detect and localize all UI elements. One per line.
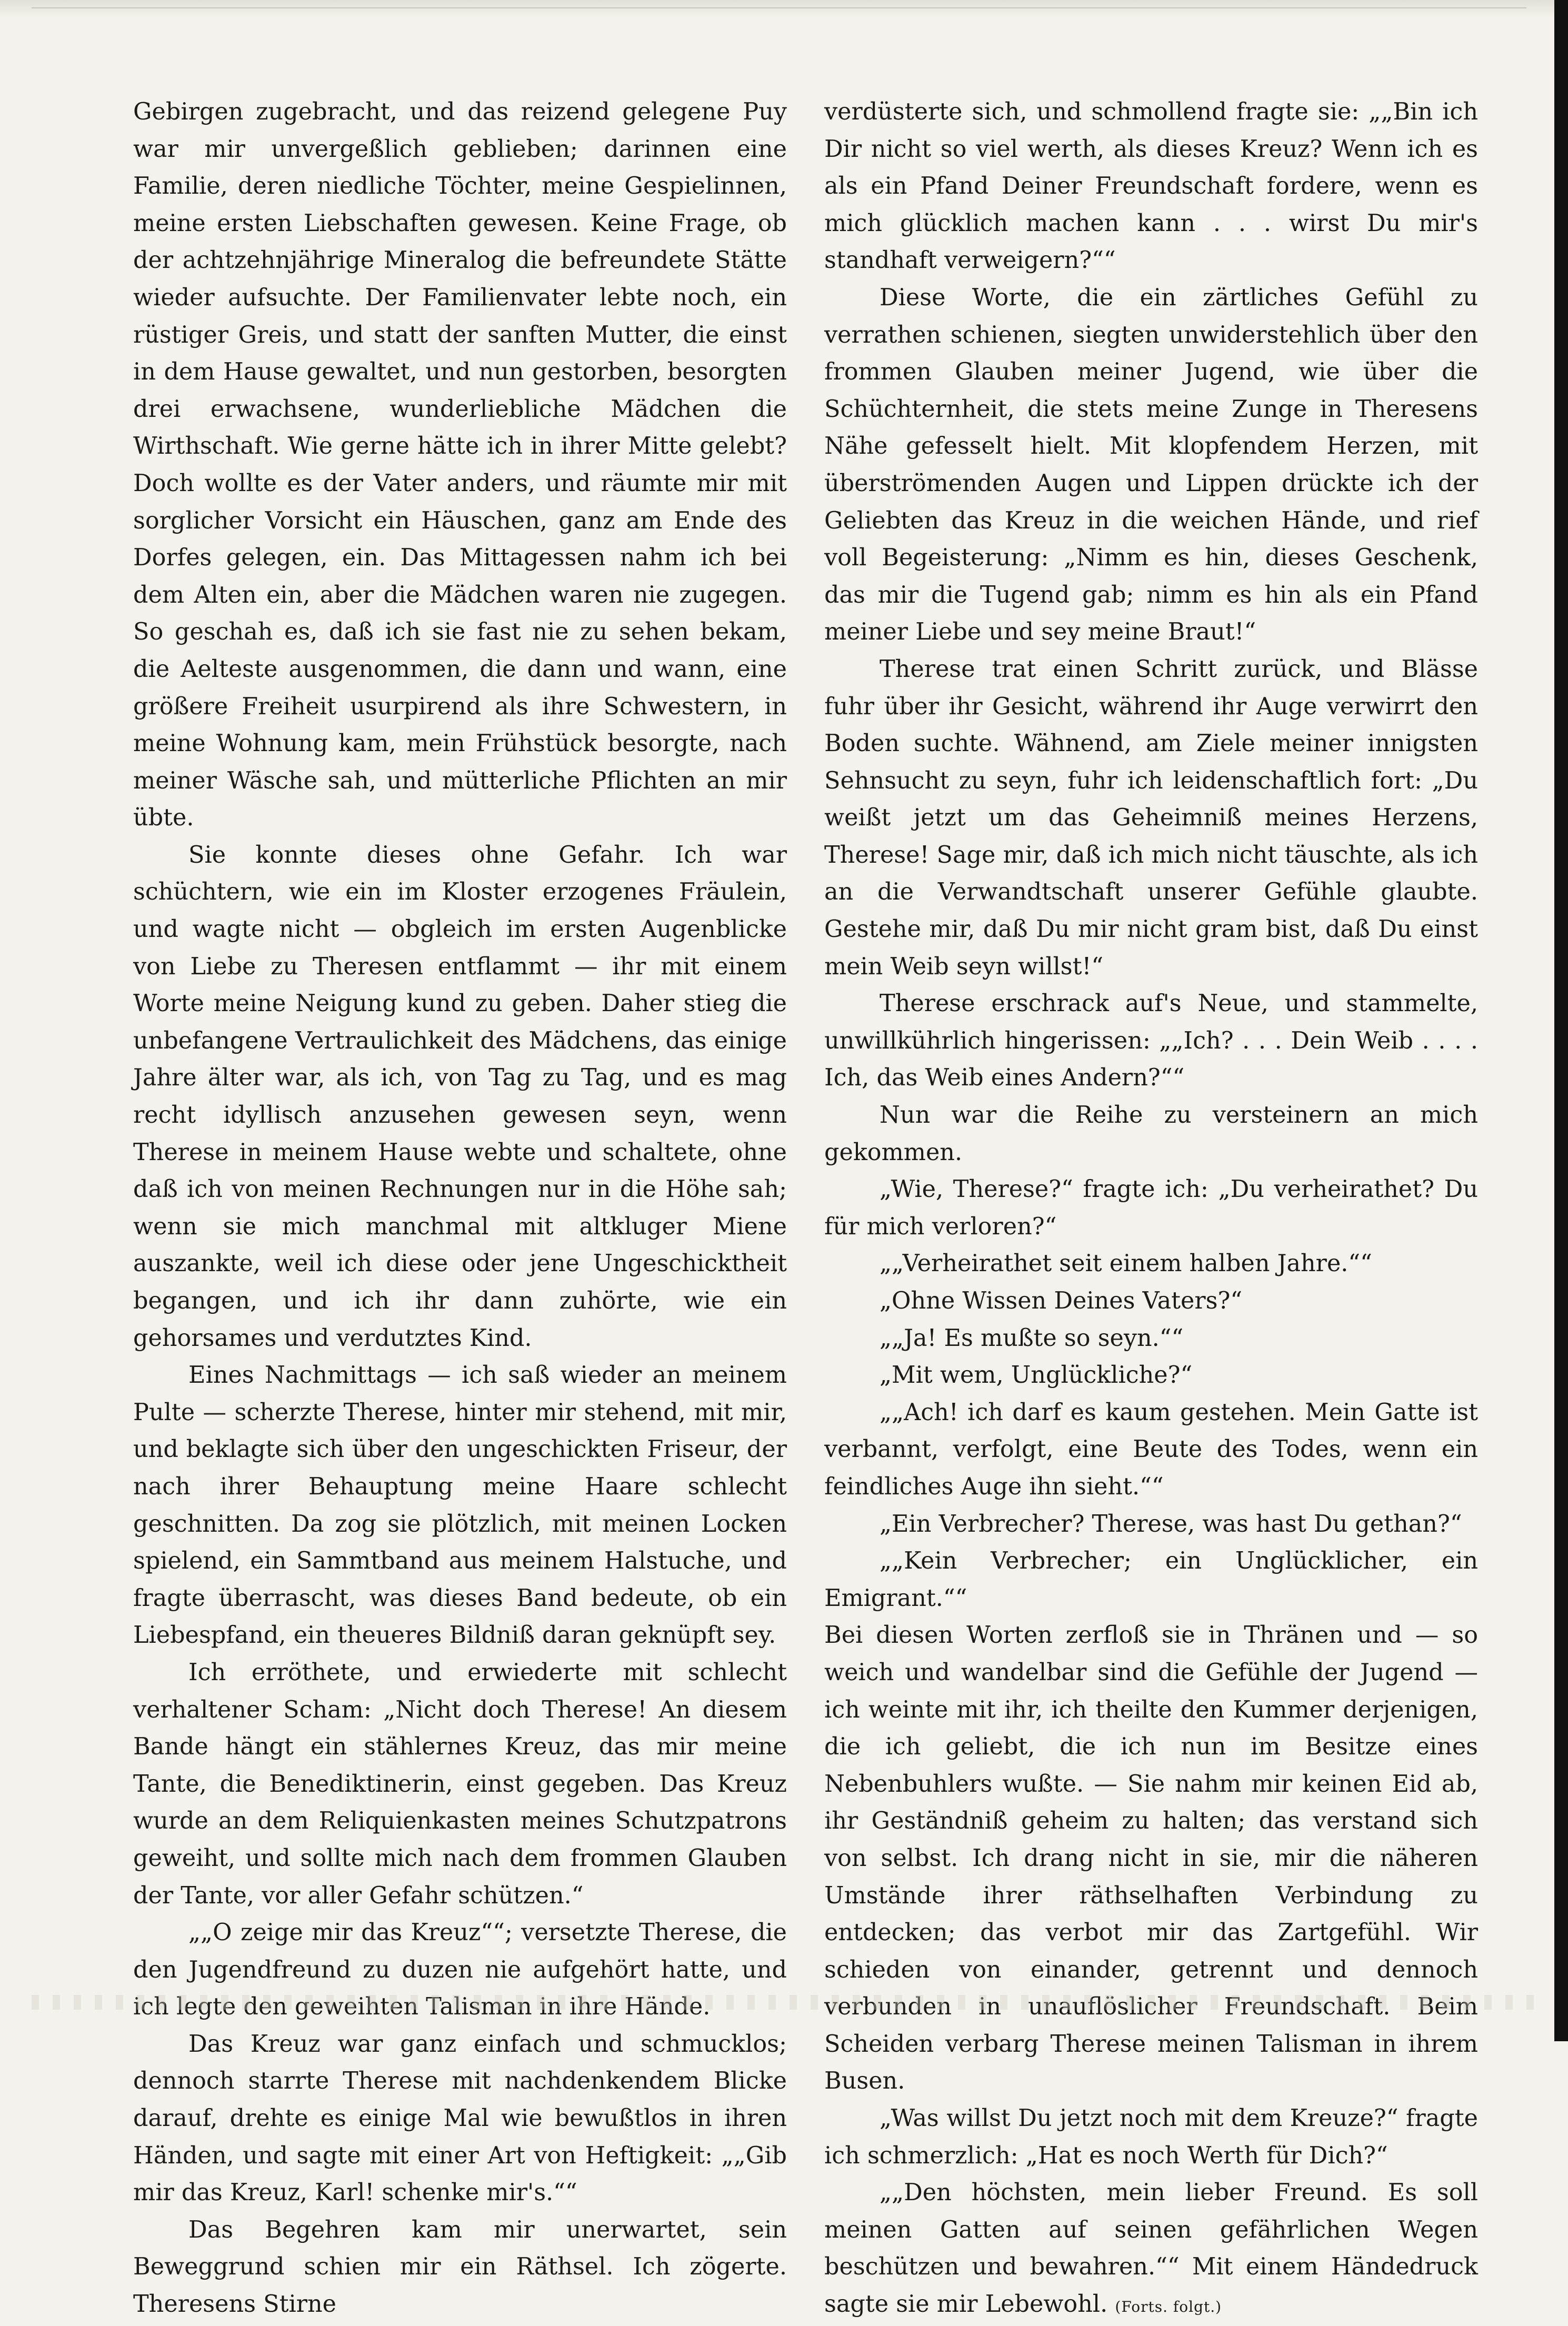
paragraph: „„Verheirathet seit einem halben Jahre.““ xyxy=(880,1250,1372,1277)
paragraph: „Ohne Wissen Deines Vaters?“ xyxy=(880,1287,1243,1314)
continuation-note: (Forts. folgt.) xyxy=(1115,2298,1222,2316)
paragraph: „Ein Verbrecher? Therese, was hast Du gethan?“ xyxy=(880,1510,1462,1538)
paragraph: Gebirgen zugebracht, und das reizend gelegene Puy war mir unvergeßlich geblieben; darinnen eine Familie, deren niedliche Töchter, meine Gespielinnen, meine ersten Liebschaften gewesen. Keine Frage, ob der achtzehnjährige Mineralog die befreundete Stätte wieder aufsuchte. Der Familienvater lebte noch, ein rüstiger Greis, und statt der sanften Mutter, die einst in dem Hause gewaltet, und nun gestorben, besorgten drei erwachsene, wunderliebliche Mädchen die Wirthschaft. Wie gerne hätte ich in ihrer Mitte gelebt? Doch wollte es der Vater anders, und räumte mir mit sorglicher Vorsicht ein Häuschen, ganz am Ende des Dorfes gelegen, ein. Das Mittagessen nahm ich bei dem Alten ein, aber die Mädchen waren nie zugegen. So geschah es, daß ich sie fast nie zu sehen bekam, die Aelteste ausgenommen, die dann und wann, eine größere Freiheit usurpirend als ihre Schwestern, in meine Wohnung kam, mein Frühstück besorgte, nach meiner Wäsche sah, und mütterliche Pflichten an mir übte. xyxy=(133,98,787,832)
paragraph: Bei diesen Worten zerfloß sie in Thränen und — so weich und wandelbar sind die Gefühle der Jugend — ich weinte mit ihr, ich theilte den Kummer derjenigen, die ich geliebt, die ich nun im Besitze eines Nebenbuhlers wußte. — Sie nahm mir keinen Eid ab, ihr Geständniß geheim zu halten; das verstand sich von selbst. Ich drang nicht in sie, mir die näheren Umstände ihrer räthselhaften Verbindung zu entdecken; das verbot mir das Zartgefühl. Wir schieden von einander, getrennt und dennoch verbunden in unauflöslicher Freundschaft. Beim Scheiden verbarg Therese meinen Talisman in ihrem Busen. xyxy=(824,1622,1478,2095)
paragraph: „„Kein Verbrecher; ein Unglücklicher, ein Emigrant.““ xyxy=(824,1548,1478,1612)
paragraph: Diese Worte, die ein zärtliches Gefühl zu verrathen schienen, siegten unwiderstehlich über den frommen Glauben meiner Jugend, wie über die Schüchternheit, die stets meine Zunge in Theresens Nähe gefesselt hielt. Mit klopfendem Herzen, mit überströmenden Augen und Lippen drückte ich der Geliebten das Kreuz in die weichen Hände, und rief voll Begeisterung: „Nimm es hin, dieses Geschenk, das mir die Tugend gab; nimm es hin als ein Pfand meiner Liebe und sey meine Braut!“ xyxy=(824,284,1478,646)
paragraph: Ich erröthete, und erwiederte mit schlecht verhaltener Scham: „Nicht doch Therese! An diesem Bande hängt ein stählernes Kreuz, das mir meine Tante, die Benediktinerin, einst gegeben. Das Kreuz wurde an dem Reliquienkasten meines Schutzpatrons geweiht, und sollte mich nach dem frommen Glauben der Tante, vor aller Gefahr schützen.“ xyxy=(133,1659,787,1909)
paragraph: „Was willst Du jetzt noch mit dem Kreuze?“ fragte ich schmerzlich: „Hat es noch Werth für Dich?“ xyxy=(824,2105,1478,2169)
paragraph: Eines Nachmittags — ich saß wieder an meinem Pulte — scherzte Therese, hinter mir stehend, mit mir, und beklagte sich über den ungeschickten Friseur, der nach ihrer Behauptung meine Haare schlecht geschnitten. Da zog sie plötzlich, mit meinen Locken spielend, ein Sammtband aus meinem Halstuche, und fragte überrascht, was dieses Band bedeute, ob ein Liebespfand, ein theueres Bildniß daran geknüpft sey. xyxy=(133,1362,787,1649)
paragraph: „Mit wem, Unglückliche?“ xyxy=(880,1362,1193,1389)
paragraph: Therese trat einen Schritt zurück, und Blässe fuhr über ihr Gesicht, während ihr Auge verwirrt den Boden suchte. Wähnend, am Ziele meiner innigsten Sehnsucht zu seyn, fuhr ich leidenschaftlich fort: „Du weißt jetzt um das Geheimniß meines Herzens, Therese! Sage mir, daß ich mich nicht täuschte, als ich an die Verwandtschaft unserer Gefühle glaubte. Gestehe mir, daß Du mir nicht gram bist, daß Du einst mein Weib seyn willst!“ xyxy=(824,655,1478,980)
scan-rule xyxy=(32,7,1526,8)
paragraph: verdüsterte sich, und schmollend fragte sie: „„Bin ich Dir nicht so viel werth, als dieses Kreuz? Wenn ich es als ein Pfand Deiner Freundschaft fordere, wenn es mich glücklich machen kann . . . wirst Du mir's standhaft verweigern?““ xyxy=(824,98,1478,274)
right-text-column xyxy=(824,94,1478,2318)
scan-top-edge xyxy=(0,0,1554,18)
paragraph: Therese erschrack auf's Neue, und stammelte, unwillkührlich hingerissen: „„Ich? . . . Dein Weib . . . . Ich, das Weib eines Andern?““ xyxy=(824,990,1478,1092)
paragraph: Sie konnte dieses ohne Gefahr. Ich war schüchtern, wie ein im Kloster erzogenes Fräulein, und wagte nicht — obgleich im ersten Augenblicke von Liebe zu Theresen entflammt — ihr mit einem Worte meine Neigung kund zu geben. Daher stieg die unbefangene Vertraulichkeit des Mädchens, das einige Jahre älter war, als ich, von Tag zu Tag, und es mag recht idyllisch anzusehen gewesen seyn, wenn Therese in meinem Hause webte und schaltete, ohne daß ich von meinen Rechnungen nur in die Höhe sah; wenn sie mich manchmal mit altkluger Miene auszankte, weil ich diese oder jene Ungeschicktheit begangen, und ich ihr dann zuhörte, wie ein gehorsames und verdutztes Kind. xyxy=(133,841,787,1352)
paragraph: Nun war die Reihe zu versteinern an mich gekommen. xyxy=(824,1102,1478,1166)
paragraph: Das Kreuz war ganz einfach und schmucklos; dennoch starrte Therese mit nachdenkendem Blicke darauf, drehte es einige Mal wie bewußtlos in ihren Händen, und sagte mit einer Art von Heftigkeit: „„Gib mir das Kreuz, Karl! schenke mir's.““ xyxy=(133,2030,787,2207)
paragraph: „„Ach! ich darf es kaum gestehen. Mein Gatte ist verbannt, verfolgt, eine Beute des Todes, wenn ein feindliches Auge ihn sieht.““ xyxy=(824,1399,1478,1500)
paragraph: „Wie, Therese?“ fragte ich: „Du verheirathet? Du für mich verloren?“ xyxy=(824,1176,1478,1240)
paragraph: „„Ja! Es mußte so seyn.““ xyxy=(880,1324,1184,1352)
scan-right-edge xyxy=(1554,0,1568,2041)
left-text-column xyxy=(133,94,787,2318)
scan-bottom-noise xyxy=(32,1995,1537,2010)
paragraph-final-text: „„Den höchsten, mein lieber Freund. Es soll meinen Gatten auf seinen gefährlichen Wegen beschützen und bewahren.““ Mit einem Händedruck sagte sie mir Lebewohl. xyxy=(824,2179,1478,2318)
paragraph: „„O zeige mir das Kreuz““; versetzte Therese, die den Jugendfreund zu duzen nie aufgehört hatte, und ich legte den geweihten Talisman in ihre Hände. xyxy=(133,1919,787,2021)
paragraph-final xyxy=(824,2174,1478,2325)
paragraph: Das Begehren kam mir unerwartet, sein Beweggrund schien mir ein Räthsel. Ich zögerte. Theresens Stirne xyxy=(133,2216,787,2318)
